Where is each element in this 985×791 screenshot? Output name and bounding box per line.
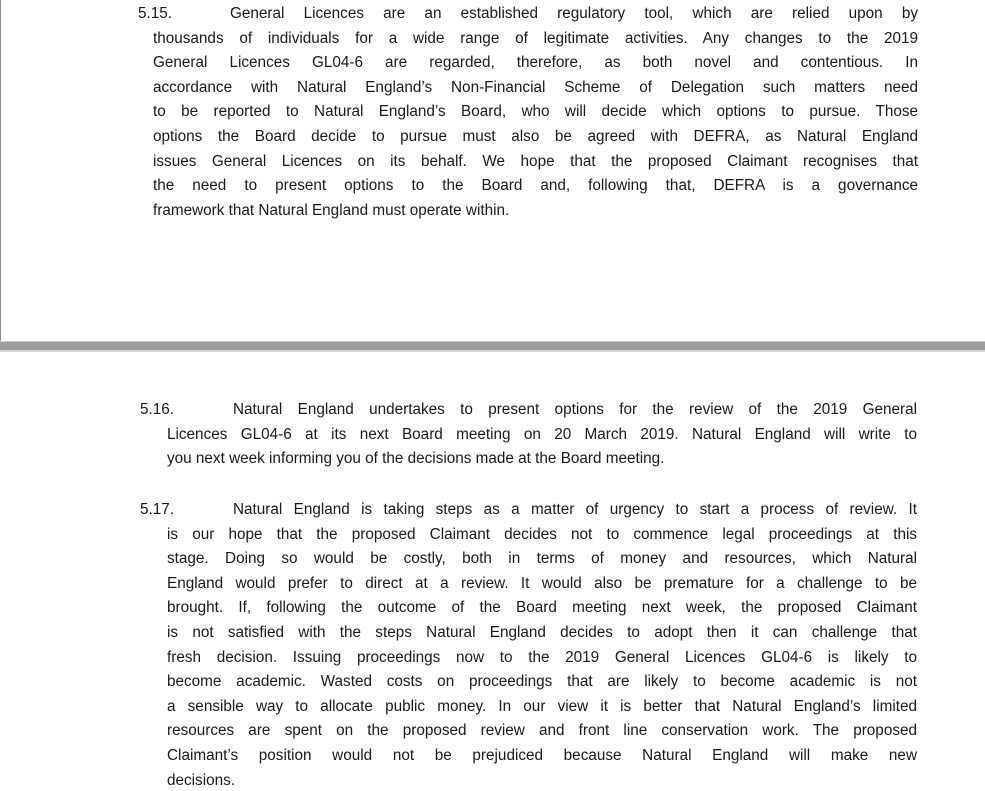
paragraph-line: decisions. xyxy=(167,771,236,789)
paragraph-line: is not satisfied with the steps Natural England decides to adopt then it can challenge that xyxy=(167,623,917,641)
paragraph-number: 5.16. xyxy=(140,401,175,418)
paragraph-5-15 xyxy=(138,2,918,223)
paragraph-line: the need to present options to the Board and, following that, DEFRA is a governance xyxy=(153,177,918,195)
paragraph-line: is our hope that the proposed Claimant decides not to commence legal proceedings at this xyxy=(167,525,917,543)
paragraph-line: stage. Doing so would be costly, both in terms of money and resources, which Natural xyxy=(167,550,917,568)
paragraph-number: 5.17. xyxy=(140,501,175,518)
paragraph-5-17 xyxy=(140,498,917,791)
paragraph-number: 5.15. xyxy=(138,5,173,22)
paragraph-5-16 xyxy=(140,398,917,472)
paragraph-line: thousands of individuals for a wide range of legitimate activities. Any changes to the 2019 xyxy=(153,29,918,47)
paragraph-line: options the Board decide to pursue must also be agreed with DEFRA, as Natural England xyxy=(153,127,918,145)
paragraph-line: accordance with Natural England’s Non-Financial Scheme of Delegation such matters need xyxy=(153,78,918,96)
paragraph-line: a sensible way to allocate public money. In our view it is better that Natural England’s limited xyxy=(167,697,917,715)
paragraph-line: resources are spent on the proposed review and front line conservation work. The proposed xyxy=(167,722,917,740)
paragraph-line: England would prefer to direct at a review. It would also be premature for a challenge to be xyxy=(167,574,917,592)
paragraph-line: General Licences GL04-6 are regarded, therefore, as both novel and contentious. In xyxy=(153,54,918,72)
paragraph-line: Natural England is taking steps as a matter of urgency to start a process of review. It xyxy=(233,501,917,518)
paragraph-line: Licences GL04-6 at its next Board meeting on 20 March 2019. Natural England will write to xyxy=(167,425,917,443)
paragraph-line: fresh decision. Issuing proceedings now to the 2019 General Licences GL04-6 is likely to xyxy=(167,648,917,666)
paragraph-line: you next week informing you of the decisions made at the Board meeting. xyxy=(167,450,665,468)
paragraph-line: Natural England undertakes to present options for the review of the 2019 General xyxy=(233,401,917,418)
page-scan-edge-line xyxy=(0,0,1,341)
paragraph-line: issues General Licences on its behalf. We hope that the proposed Claimant recognises that xyxy=(153,152,918,170)
paragraph-line: Claimant’s position would not be prejudiced because Natural England will make new xyxy=(167,746,917,764)
paragraph-line: to be reported to Natural England’s Board, who will decide which options to pursue. Those xyxy=(153,103,918,121)
paragraph-line: General Licences are an established regulatory tool, which are relied upon by xyxy=(230,5,918,22)
page-break-divider xyxy=(0,341,985,352)
paragraph-line: framework that Natural England must operate within. xyxy=(153,201,510,219)
paragraph-line: become academic. Wasted costs on proceedings that are likely to become academic is not xyxy=(167,673,917,691)
paragraph-line: brought. If, following the outcome of the Board meeting next week, the proposed Claimant xyxy=(167,599,917,617)
